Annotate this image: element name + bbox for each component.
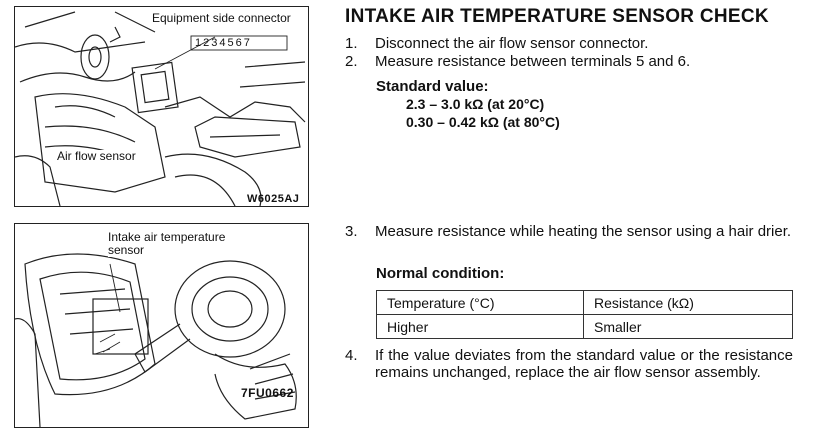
engine-bay-illustration (15, 7, 308, 206)
standard-value-80c: 0.30 – 0.42 kΩ (at 80°C) (406, 114, 560, 130)
intake-label-text: Intake air temperature sensor (108, 230, 226, 257)
table-row (377, 315, 793, 339)
standard-value-20c: 2.3 – 3.0 kΩ (at 20°C) (406, 96, 545, 112)
step-number: 3. (345, 223, 358, 240)
table-cell-resistance: Smaller (584, 315, 793, 339)
figure-hair-drier-heating (14, 223, 309, 428)
intake-air-temperature-sensor-label (108, 231, 248, 257)
step-number: 2. (345, 53, 358, 70)
normal-condition-table (376, 290, 793, 339)
table-header-temperature: Temperature (°C) (377, 291, 584, 315)
connector-pin-numbers: 1234567 (195, 37, 252, 49)
step-number: 1. (345, 35, 358, 52)
figure-code: W6025AJ (247, 193, 300, 205)
equipment-side-connector-label: Equipment side connector (152, 11, 291, 25)
air-flow-sensor-label: Air flow sensor (57, 149, 136, 163)
page-title: INTAKE AIR TEMPERATURE SENSOR CHECK (345, 6, 769, 27)
step-text: Measure resistance while heating the sensor using a hair drier. (375, 223, 792, 240)
step-text: Measure resistance between terminals 5 and 6. (375, 53, 691, 70)
table-header-row (377, 291, 793, 315)
normal-condition-heading: Normal condition: (376, 265, 505, 282)
table-header-resistance: Resistance (kΩ) (584, 291, 793, 315)
table-cell-temperature: Higher (377, 315, 584, 339)
standard-value-heading: Standard value: (376, 78, 489, 95)
figure-code: 7FU0662 (241, 386, 294, 400)
step-number: 4. (345, 347, 358, 364)
figure-airflow-sensor-connector (14, 6, 309, 207)
step-text: Disconnect the air flow sensor connector. (375, 35, 649, 52)
step-text: If the value deviates from the standard value or the resistance remains unchanged, replace the air flow sensor assembly. (375, 347, 793, 381)
